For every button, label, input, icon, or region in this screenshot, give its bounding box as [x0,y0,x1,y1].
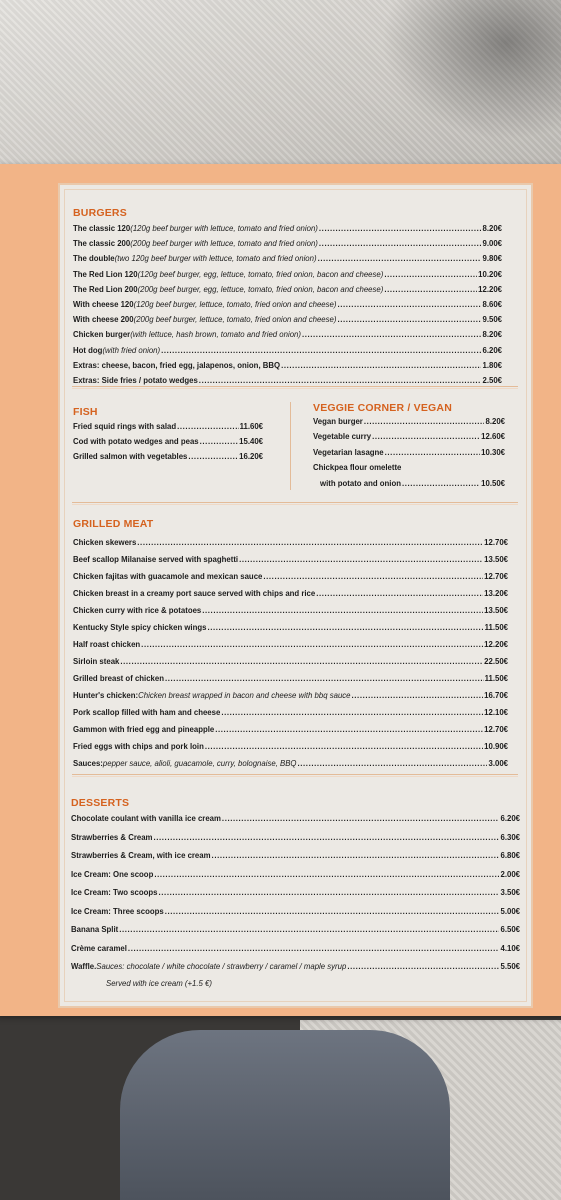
item-price: 4.10€ [500,943,520,953]
dot-leader [199,376,482,385]
item-price: 15.40€ [239,437,263,447]
item-name: Extras: cheese, bacon, fried egg, jalapenos, onion, BBQ [73,360,281,370]
dot-leader [263,572,483,581]
item-price: 10.30€ [481,447,505,457]
grilled-menu-item [73,691,508,700]
desserts-menu-item [71,814,520,823]
item-price: 3.50€ [500,888,520,897]
item-name: Chicken fajitas with guacamole and mexican sauce [73,572,263,581]
desserts-heading: DESSERTS [71,797,130,809]
dot-leader [402,479,480,488]
item-name: The double [73,254,115,264]
fish-heading: FISH [73,406,98,418]
burgers-menu-item [73,330,502,339]
desserts-note: Served with ice cream (+1.5 €) [106,979,212,988]
dot-leader [318,254,482,263]
item-name: Chicken breast in a creamy port sauce served with chips and rice [73,589,316,598]
grilled-menu-item [73,538,508,547]
dot-leader [200,437,239,446]
dot-leader [119,925,499,934]
desserts-menu-item [71,944,520,953]
item-name: Vegetable curry [313,432,372,442]
item-name: Beef scallop Milanaise served with spaghetti [73,555,239,564]
item-price: 6.30€ [500,832,520,842]
veggie-menu-item [313,417,505,426]
grilled-meat-heading: GRILLED MEAT [73,518,154,530]
dot-leader [302,330,482,339]
item-description: Sauces: chocolate / white chocolate / strawberry / caramel / maple syrup [96,962,347,971]
dot-leader [364,417,485,426]
dot-leader [337,300,481,309]
item-price: 6.80€ [500,851,520,860]
item-description: pepper sauce, alioli, guacamole, curry, bolognaise, BBQ [102,759,297,768]
item-description: (200g beef burger, lettuce, tomato, fried onion and cheese) [133,315,337,325]
item-price: 10.20€ [478,269,502,279]
column-divider [290,402,291,490]
grilled-menu-item [73,623,508,632]
desserts-menu-item [71,907,520,916]
veggie-menu-item [313,448,505,457]
item-price: 9.80€ [482,254,502,264]
item-name: Ice Cream: Two scoops [71,888,158,897]
item-price: 12.70€ [484,572,508,581]
dot-leader [352,691,484,700]
grilled-menu-item [73,572,508,581]
dot-leader [316,589,483,598]
item-description: (200g beef burger, egg, lettuce, tomato, fried onion, bacon and cheese) [137,284,384,294]
grilled-menu-item [73,589,508,598]
burgers-menu-item [73,315,502,324]
burgers-heading: BURGERS [73,207,127,219]
item-price: 8.20€ [482,224,502,233]
dot-leader [319,224,482,233]
item-name: Waffle. [71,962,97,971]
dot-leader [221,708,483,717]
burgers-menu-item [73,285,502,294]
item-name: Chicken skewers [73,538,137,547]
item-name: Pork scallop filled with ham and cheese [73,708,221,717]
item-price: 6.50€ [500,925,520,934]
item-name: Gammon with fried egg and pineapple [73,725,215,734]
item-name: Vegan burger [313,417,363,426]
dot-leader [165,674,484,683]
fish-menu-item [73,437,263,446]
section-divider [72,386,518,387]
burgers-menu-item [73,224,502,233]
item-name: Half roast chicken [73,640,141,649]
person-lap [120,1030,450,1200]
grilled-menu-item [73,640,508,649]
dot-leader [372,432,480,441]
dot-leader [319,239,482,248]
item-name: Extras: Side fries / potato wedges [73,376,198,385]
veggie-menu-item [320,479,505,488]
burgers-menu-item [73,254,502,263]
item-price: 6.20€ [500,814,520,823]
item-description: Chicken breast wrapped in bacon and cheese with bbq sauce [138,691,351,700]
desserts-menu-item [71,870,520,879]
dot-leader [141,640,483,649]
desserts-menu-item [71,962,520,971]
section-divider [72,774,518,775]
veggie-heading: VEGGIE CORNER / VEGAN [313,402,452,414]
item-description: (120g beef burger, egg, lettuce, tomato, fried onion, bacon and cheese) [137,269,384,279]
desserts-menu-item [71,851,520,860]
item-name: Fried eggs with chips and pork loin [73,742,204,751]
item-name: With cheese 120 [73,300,134,309]
grilled-menu-item [73,708,508,717]
item-name: Chicken burger [73,330,131,340]
dot-leader [165,907,500,916]
dot-leader [212,851,500,860]
grilled-menu-item [73,759,508,768]
item-name: Chocolate coulant with vanilla ice cream [71,814,221,823]
item-name: Vegetarian lasagne [313,447,384,457]
burgers-menu-item [73,270,502,279]
veggie-menu-item [313,463,505,472]
item-name: Hot dog [73,345,103,355]
item-name: Strawberries & Cream [71,832,153,842]
item-name: Grilled breast of chicken [73,674,164,683]
item-price: 11.50€ [484,623,508,632]
item-price: 8.20€ [482,330,502,340]
item-price: 10.90€ [484,742,508,751]
item-price: 13.20€ [484,589,508,598]
item-name: Fried squid rings with salad [73,422,177,431]
item-name: Sauces: [73,759,103,768]
item-price: 8.60€ [482,300,502,309]
fish-menu-item [73,452,263,461]
item-name: The Red Lion 200 [73,284,138,294]
item-price: 12.70€ [484,538,508,547]
item-name: Sirloin steak [73,657,120,666]
desserts-menu-item [71,833,520,842]
item-description: (with fried onion) [102,345,161,355]
item-name: Kentucky Style spicy chicken wings [73,623,207,632]
item-name: The Red Lion 120 [73,269,138,279]
item-price: 8.20€ [485,417,505,426]
dot-leader [153,833,499,842]
item-name: Banana Split [71,925,119,934]
item-description: (120g beef burger, lettuce, tomato, fried onion and cheese) [133,300,337,309]
item-price: 5.00€ [500,906,520,916]
item-price: 12.10€ [484,708,508,717]
shadow [381,0,561,140]
fish-menu-item [73,422,263,431]
item-name: Grilled salmon with vegetables [73,452,188,462]
item-name: The classic 200 [73,239,131,249]
dot-leader [385,448,481,457]
desserts-menu-item [71,925,520,934]
dot-leader [298,759,488,768]
item-price: 1.80€ [482,360,502,370]
item-price: 2.00€ [500,869,520,879]
veggie-menu-item [313,432,505,441]
item-name: Strawberries & Cream, with ice cream [71,851,211,860]
item-price: 2.50€ [482,376,502,385]
item-name: Ice Cream: Three scoops [71,906,164,916]
item-name: Chicken curry with rice & potatoes [73,606,202,615]
item-price: 22.50€ [484,657,508,666]
burgers-menu-item [73,361,502,370]
dot-leader [120,657,483,666]
item-name: With cheese 200 [73,315,134,325]
item-name: Ice Cream: One scoop [71,869,154,879]
dot-leader [188,452,238,461]
grilled-menu-item [73,725,508,734]
item-price: 12.20€ [478,284,502,294]
dot-leader [215,725,483,734]
burgers-menu-item [73,300,502,309]
section-divider [72,502,518,503]
grilled-menu-item [73,555,508,564]
item-name: Hunter's chicken: [73,691,139,700]
item-price: 12.20€ [484,640,508,649]
dot-leader [137,538,483,547]
item-description: (two 120g beef burger with lettuce, tomato and fried onion) [114,254,317,264]
item-price: 12.70€ [484,725,508,734]
item-description: (120g beef burger with lettuce, tomato and fried onion) [130,224,318,233]
item-description: (200g beef burger with lettuce, tomato and fried onion) [130,239,318,249]
grilled-menu-item [73,606,508,615]
item-description: (with lettuce, hash brown, tomato and fried onion) [130,330,301,340]
burgers-menu-item [73,346,502,355]
desserts-menu-item [71,888,520,897]
item-price: 9.00€ [482,239,502,249]
dot-leader [161,346,481,355]
item-price: 3.00€ [488,759,508,768]
dot-leader [202,606,483,615]
dot-leader [239,555,483,564]
item-name: Chickpea flour omelette [313,463,402,473]
item-name: Crème caramel [71,943,127,953]
dot-leader [347,962,499,971]
item-price: 13.50€ [484,555,508,564]
item-name: Cod with potato wedges and peas [73,437,199,447]
item-price: 10.50€ [481,478,505,488]
dot-leader [384,270,477,279]
item-name: with potato and onion [320,478,401,488]
grilled-menu-item [73,742,508,751]
item-price: 5.50€ [500,962,520,971]
dot-leader [384,285,477,294]
item-price: 13.50€ [484,606,508,615]
dot-leader [222,814,500,823]
burgers-menu-item [73,239,502,248]
grilled-menu-item [73,657,508,666]
item-price: 12.60€ [481,432,505,442]
dot-leader [128,944,500,953]
item-price: 6.20€ [482,345,502,355]
dot-leader [205,742,483,751]
item-price: 11.60€ [239,422,263,431]
dot-leader [154,870,499,879]
item-name: The classic 120 [73,224,131,233]
dot-leader [159,888,500,897]
grilled-menu-item [73,674,508,683]
item-price: 9.50€ [482,315,502,325]
burgers-menu-item [73,376,502,385]
dot-leader [207,623,483,632]
item-price: 16.70€ [484,691,508,700]
dot-leader [281,361,481,370]
item-price: 16.20€ [239,452,263,462]
dot-leader [177,422,238,431]
dot-leader [337,315,481,324]
item-price: 11.50€ [484,674,508,683]
